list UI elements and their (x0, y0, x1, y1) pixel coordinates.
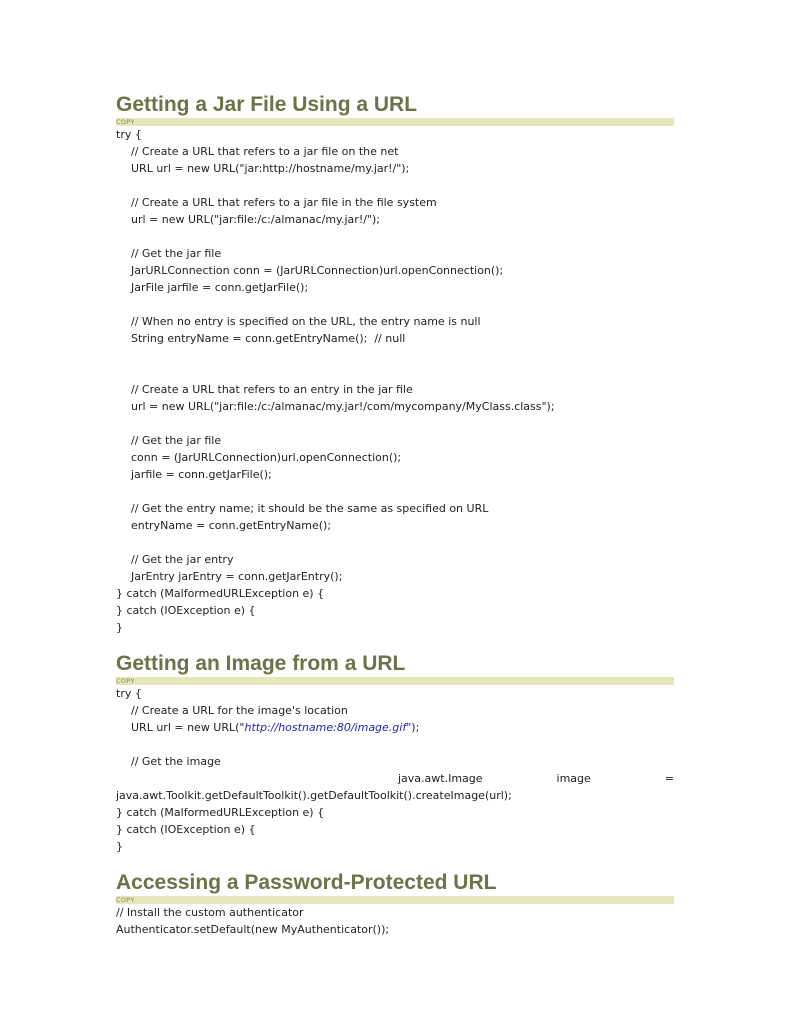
code-line-blank (116, 415, 674, 432)
code-line: } catch (IOException e) { (116, 604, 256, 617)
copy-button[interactable]: COPY (116, 118, 135, 126)
code-line: url = new URL("jar:file:/c:/almanac/my.jar!/"); (131, 213, 380, 226)
code-block (116, 126, 674, 636)
copy-button[interactable]: COPY (116, 677, 135, 685)
code-line: } (116, 840, 123, 853)
code-word: java.awt.Image (398, 772, 483, 785)
code-line: String entryName = conn.getEntryName(); // null (131, 332, 406, 345)
code-line: conn = (JarURLConnection)url.openConnection(); (131, 451, 402, 464)
code-line: // Get the image (131, 755, 221, 768)
copy-bar (116, 896, 674, 904)
code-line: try { (116, 687, 142, 700)
code-word: = (664, 772, 674, 785)
section-title: Getting an Image from a URL (116, 652, 406, 675)
code-block (116, 904, 674, 938)
code-line: } catch (MalformedURLException e) { (116, 806, 325, 819)
code-text: ); (411, 721, 420, 734)
code-line: jarfile = conn.getJarFile(); (131, 468, 272, 481)
code-line: // Get the jar entry (131, 553, 234, 566)
code-line: // Create a URL that refers to a jar file in the file system (131, 196, 437, 209)
code-line: // Get the jar file (131, 434, 222, 447)
code-line: } catch (MalformedURLException e) { (116, 587, 325, 600)
code-line: URL url = new URL("jar:http://hostname/my.jar!/"); (131, 162, 410, 175)
code-line-blank (116, 347, 674, 364)
code-block (116, 685, 674, 855)
section-title: Getting a Jar File Using a URL (116, 93, 418, 116)
image-url-link[interactable]: http://hostname:80/image.gif" (244, 721, 412, 734)
code-line: } catch (IOException e) { (116, 823, 256, 836)
section-password-protected-url (116, 870, 674, 938)
code-line-blank (116, 296, 674, 313)
code-line-blank (116, 177, 674, 194)
code-line-blank (116, 483, 674, 500)
code-line: // Install the custom authenticator (116, 906, 304, 919)
code-line: // Create a URL that refers to a jar file on the net (131, 145, 399, 158)
code-line: // Get the jar file (131, 247, 222, 260)
code-line: url = new URL("jar:file:/c:/almanac/my.jar!/com/mycompany/MyClass.class"); (131, 400, 555, 413)
code-line: // Get the entry name; it should be the same as specified on URL (131, 502, 489, 515)
copy-button[interactable]: COPY (116, 896, 135, 904)
code-line: JarFile jarfile = conn.getJarFile(); (131, 281, 309, 294)
code-line: // Create a URL for the image's location (131, 704, 348, 717)
code-line-justified (116, 770, 674, 787)
copy-bar (116, 677, 674, 685)
code-text: URL url = new URL(" (131, 721, 245, 734)
code-word: image (556, 772, 591, 785)
code-line: java.awt.Toolkit.getDefaultToolkit().getDefaultToolkit().createImage(url); (116, 789, 512, 802)
code-line-blank (116, 364, 674, 381)
code-line: try { (116, 128, 142, 141)
code-line (116, 719, 674, 736)
section-title: Accessing a Password-Protected URL (116, 871, 497, 894)
code-line: // Create a URL that refers to an entry in the jar file (131, 383, 413, 396)
copy-bar (116, 118, 674, 126)
code-line: JarURLConnection conn = (JarURLConnection)url.openConnection(); (131, 264, 504, 277)
code-line-blank (116, 228, 674, 245)
section-image-from-url (116, 651, 674, 855)
code-line: // When no entry is specified on the URL, the entry name is null (131, 315, 481, 328)
document-page (116, 92, 674, 938)
section-jar-file-url (116, 92, 674, 636)
code-line: } (116, 621, 123, 634)
code-line-blank (116, 736, 674, 753)
code-line: Authenticator.setDefault(new MyAuthenticator()); (116, 923, 390, 936)
code-line-blank (116, 534, 674, 551)
code-line: JarEntry jarEntry = conn.getJarEntry(); (131, 570, 343, 583)
code-line: entryName = conn.getEntryName(); (131, 519, 332, 532)
